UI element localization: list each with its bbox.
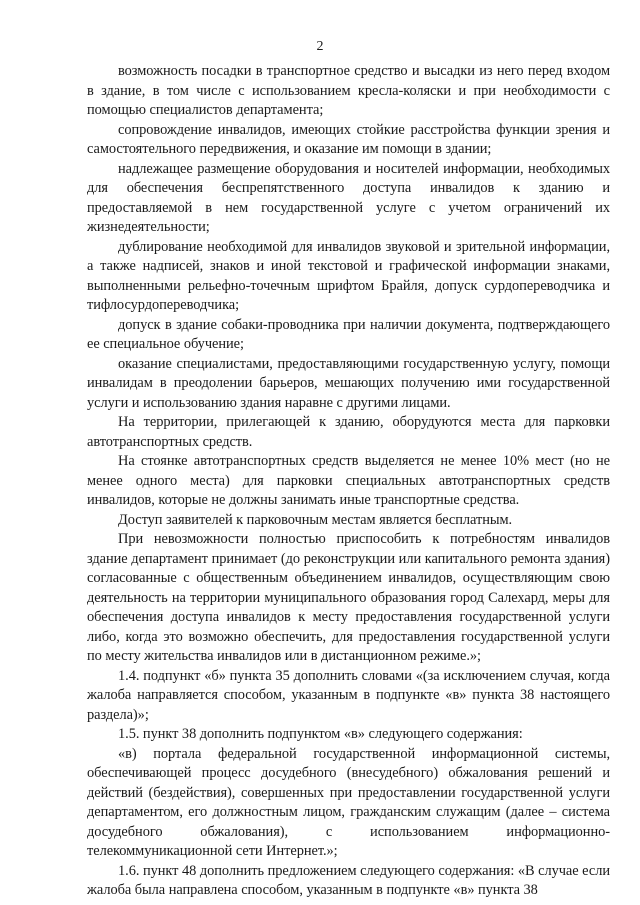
paragraph: На стоянке автотранспортных средств выделяется не менее 10% мест (но не менее одного места) для парковки специальных автотранспортных средств инвалидов, которые не должны занимать иные транспортные средства. bbox=[87, 453, 610, 508]
paragraph: Доступ заявителей к парковочным местам является бесплатным. bbox=[118, 511, 513, 528]
paragraph: На территории, прилегающей к зданию, оборудуются места для парковки автотранспортных средств. bbox=[87, 414, 610, 450]
paragraph: дублирование необходимой для инвалидов звуковой и зрительной информации, а также надписей, знаков и иной текстовой и графической информации знаками, выполненными рельефно-точечным шрифтом Брайля, допуск сурдопереводчика и тифлосурдопереводчика; bbox=[87, 238, 610, 313]
paragraph: «в) портала федеральной государственной информационной системы, обеспечивающей процесс досудебного (внесудебного) обжалования решений и действий (бездействия), совершенных при предоставлении государственной услуги департаментом, его должностным лицом, гражданским служащим (далее – система досудебного обжалования), с использованием информационно-телекоммуникационной сети Интернет.»; bbox=[87, 745, 610, 859]
page-number: 2 bbox=[316, 39, 324, 54]
paragraph: сопровождение инвалидов, имеющих стойкие расстройства функции зрения и самостоятельного передвижения, и оказание им помощи в здании; bbox=[87, 121, 610, 157]
paragraph: допуск в здание собаки-проводника при наличии документа, подтверждающего ее специальное обучение; bbox=[87, 316, 610, 352]
paragraph: возможность посадки в транспортное средство и высадки из него перед входом в здание, в том числе с использованием кресла-коляски и при необходимости с помощью специалистов департамента; bbox=[87, 63, 610, 118]
paragraph: 1.5. пункт 38 дополнить подпунктом «в» следующего содержания: bbox=[118, 726, 523, 742]
paragraph: оказание специалистами, предоставляющими государственную услугу, помощи инвалидам в преодолении барьеров, мешающих получению ими государственной услуги и использованию здания наравне с другими лицами. bbox=[87, 355, 610, 411]
paragraph: При невозможности полностью приспособить к потребностям инвалидов здание департамент принимает (до реконструкции или капитального ремонта здания) согласованные с общественным объединением инвалидов, осуществляющим свою деятельность на территории муниципального образования город Салехард, меры для обеспечения доступа инвалидов к месту предоставления государственной услуги либо, когда это возможно обеспечить, для предоставления государственной услуги по месту жительства инвалидов или в дистанционном режиме.»; bbox=[87, 531, 610, 664]
paragraph: надлежащее размещение оборудования и носителей информации, необходимых для обеспечения беспрепятственного доступа инвалидов к зданию и предоставляемой в нем государственной услуге с учетом ограничений их жизнедеятельности; bbox=[87, 160, 610, 235]
paragraph: 1.4. подпункт «б» пункта 35 дополнить словами «(за исключением случая, когда жалоба направляется способом, указанным в подпункте «в» пункта 38 настоящего раздела)»; bbox=[87, 667, 610, 723]
paragraph: 1.6. пункт 48 дополнить предложением следующего содержания: «В случае если жалоба была направлена способом, указанным в подпункте «в» пункта 38 bbox=[87, 862, 610, 898]
document-body bbox=[87, 62, 610, 901]
